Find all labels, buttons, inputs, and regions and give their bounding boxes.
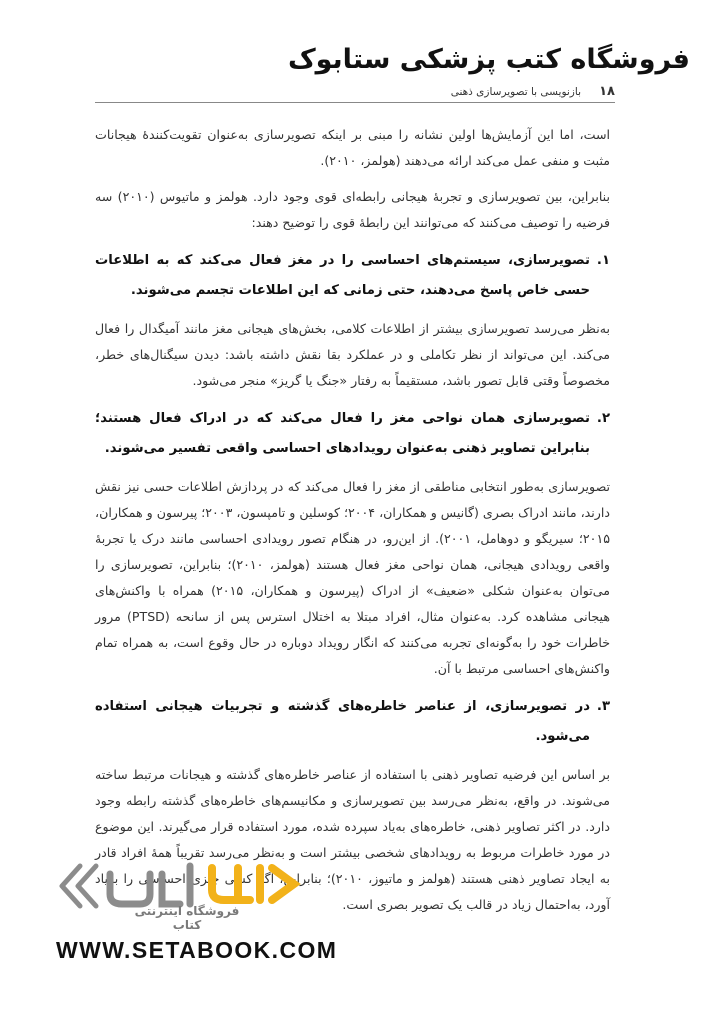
paragraph-1: است، اما این آزمایش‌ها اولین نشانه را مبنی بر اینکه تصویرسازی به‌عنوان تقویت‌کنندهٔ هیجانات مثبت و منفی عمل می‌کند ارائه می‌دهند (هولمز، ۲۰۱۰). [95, 127, 610, 168]
watermark-tagline: فروشگاه اینترنتی کتاب [134, 904, 240, 932]
body-text [95, 122, 610, 928]
hypothesis-number: ۲. [596, 411, 610, 426]
watermark-url: WWW.SETABOOK.COM [56, 937, 338, 963]
hypothesis-text: تصویرسازی، سیستم‌های احساسی را در مغز فعال می‌کند که به اطلاعات حسی خاص پاسخ می‌دهند، حتی زمانی که این اطلاعات تجسم می‌شوند. [95, 253, 590, 298]
hypothesis-number: ۱. [596, 253, 610, 268]
hypothesis-text: در تصویرسازی، از عناصر خاطره‌های گذشته و تجربیات هیجانی استفاده می‌شود. [95, 699, 590, 744]
running-title: بازنویسی با تصویرسازی ذهنی [450, 86, 581, 98]
paragraph-3: به‌نظر می‌رسد تصویرسازی بیشتر از اطلاعات کلامی، بخش‌های هیجانی مغز مانند آمیگدال را فعال می‌کند. این می‌تواند از نظر تکاملی و در عملکرد بقا نقش داشته باشد: دیدن سیگنال‌های خطر، مخصوصاً وقتی قابل تصور باشد، مستقیماً به رفتار «جنگ یا گریز» منجر می‌شود. [95, 321, 610, 388]
hypothesis-3 [95, 692, 610, 752]
store-title: فروشگاه کتب پزشکی ستابوک [287, 44, 690, 75]
hypothesis-2 [95, 404, 610, 464]
paragraph-5: بر اساس این فرضیه تصاویر ذهنی با استفاده از عناصر خاطره‌های گذشته و هیجانات مرتبط ساخته می‌شوند. در واقع، به‌نظر می‌رسد بین تصویرسازی و مکانیسم‌های خاطره‌های گذشته رابطه وجود دارد. در اکثر تصاویر ذهنی، خاطره‌های به‌یاد سپرده شده، مورد استفاده قرار می‌گیرند. این موضوع در مورد خاطرات مربوط به رویدادهای شخصی بیشتر است و به‌نظر می‌رسد تقریباً همهٔ افراد قادر به ایجاد تصاویر ذهنی هستند (هولمز و ماتیوز، ۲۰۱۰)؛ بنابراین، اگر کسی چیزی احساسی را به‌یاد آورد، به‌احتمال زیاد در قالب یک تصویر بصری است. [95, 767, 611, 912]
page-number: ۱۸ [599, 84, 615, 99]
paragraph-4: تصویرسازی به‌طور انتخابی مناطقی از مغز را فعال می‌کند که در پردازش اطلاعات حسی نیز نقش دارند، مانند ادراک بصری (گانیس و همکاران، ۲۰۰۴؛ کوسلین و تامپسون، ۲۰۰۳؛ پیرسون و همکاران، ۲۰۱۵؛ سیریگو و دوهامل، ۲۰۰۱). از این‌رو، در هنگام تصور رویدادی احساسی مانند درک یا تجربهٔ واقعی رویدادی هیجانی، همان نواحی مغز فعال هستند (هولمز، ۲۰۱۰)؛ بنابراین، تصویرسازی را می‌توان به‌عنوان شکلی «ضعیف» از ادراک (پیرسون و همکاران، ۲۰۱۵) همراه با واکنش‌های هیجانی مشاهده کرد. به‌عنوان مثال، افراد مبتلا به اختلال استرس پس از سانحه (PTSD) مرور خاطرات خود را به‌گونه‌ای تجربه می‌کنند که انگار رویداد دوباره در حال وقوع است، به همراه تمام واکنش‌های احساسی مرتبط با آن. [95, 479, 611, 676]
running-header [95, 84, 615, 103]
hypothesis-number: ۳. [596, 699, 610, 714]
hypothesis-1 [95, 246, 610, 306]
hypothesis-text: تصویرسازی همان نواحی مغز را فعال می‌کند که در ادراک فعال هستند؛ بنابراین تصاویر ذهنی به‌عنوان رویدادهای احساسی واقعی تفسیر می‌شوند. [95, 411, 590, 456]
paragraph-2: بنابراین، بین تصویرسازی و تجربهٔ هیجانی رابطه‌ای قوی وجود دارد. هولمز و ماتیوس (۲۰۱۰) سه فرضیه را توصیف می‌کنند که می‌توانند این رابطهٔ قوی را توضیح دهند: [95, 189, 610, 230]
setabook-watermark-logo [50, 860, 330, 930]
